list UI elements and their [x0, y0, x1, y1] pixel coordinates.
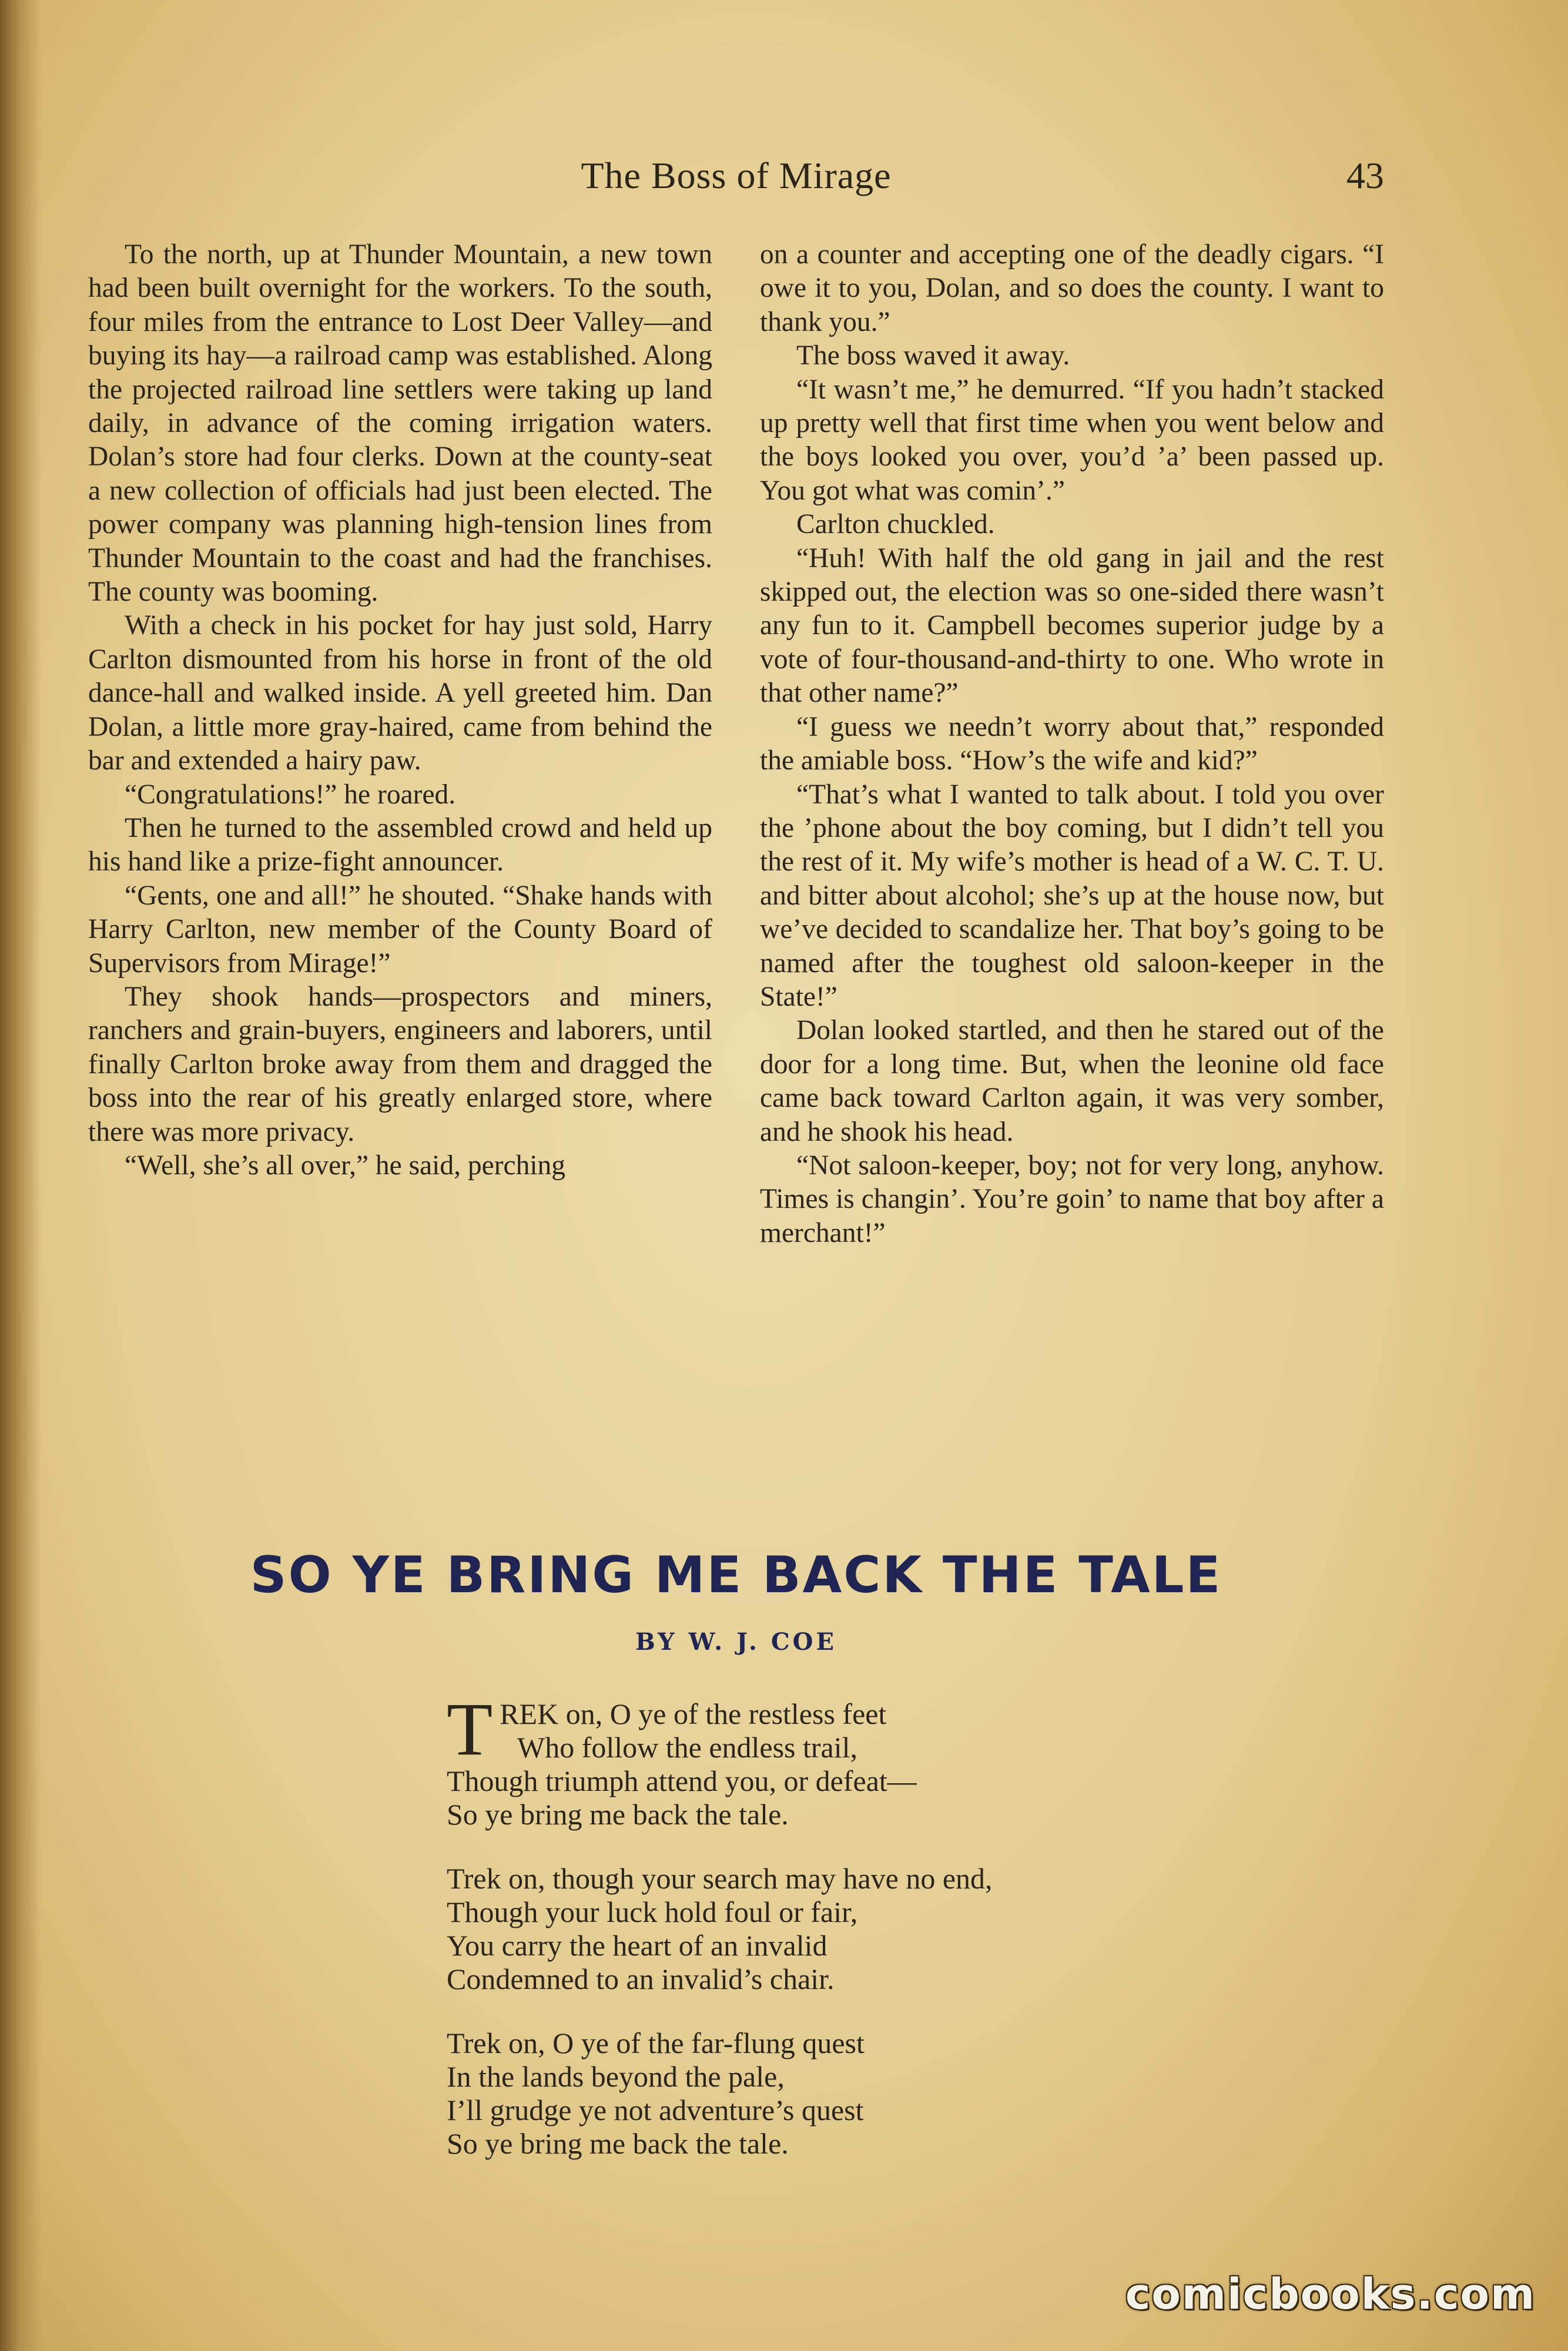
page-binding-edge: [0, 0, 41, 2351]
story-paragraph: “Well, she’s all over,” he said, perching: [125, 1150, 566, 1181]
watermark: comicbooks.com: [1125, 2269, 1536, 2319]
story-paragraph: “Not saloon-keeper, boy; not for very long, anyhow. Times is changin’. You’re goin’ to name that boy after a merchant!”: [760, 1150, 1384, 1248]
poem-stanza: [447, 1687, 1269, 1831]
story-paragraph: Carlton chuckled.: [796, 509, 995, 540]
drop-cap: T: [447, 1687, 493, 1771]
story-paragraph: To the north, up at Thunder Mountain, a new town had been built overnight for the workers. To the south, four miles from the entrance to Lost Deer Valley—and buying its hay—a railroad camp was established. Along the projected railroad line settlers were taking up land daily, in advance of the coming irrigation waters. Dolan’s store had four clerks. Down at the county-seat a new collection of officials had just been elected. The power company was planning high-tension lines from Thunder Mountain to the coast and had the franchises. The county was booming.: [88, 239, 712, 608]
story-paragraph: “Huh! With half the old gang in jail and the rest skipped out, the election was so one-sided there wasn’t any fun to it. Campbell becomes superior judge by a vote of four-thousand-and-thirty to one. Who wrote in that other name?”: [760, 542, 1384, 709]
story-paragraph: on a counter and accepting one of the deadly cigars. “I owe it to you, Dolan, and so does the county. I want to thank you.”: [760, 239, 1384, 337]
poem-line: You carry the heart of an invalid: [447, 1929, 827, 1962]
story-paragraph: “It wasn’t me,” he demurred. “If you hadn’t stacked up pretty well that first time when you went below and the boys looked you over, you’d ’a’ been passed up. You got what was comin’.”: [760, 374, 1384, 506]
poem-line: Trek on, though your search may have no end,: [447, 1862, 993, 1895]
poem-line: So ye bring me back the tale.: [447, 1798, 789, 1831]
poem-line: Who follow the endless trail,: [517, 1731, 858, 1764]
story-paragraph: They shook hands—prospectors and miners, ranchers and grain-buyers, engineers and laborers, until finally Carlton broke away from them and dragged the boss into the rear of his greatly enlarged store, where there was more privacy.: [88, 981, 712, 1147]
poem-line: So ye bring me back the tale.: [447, 2127, 789, 2160]
story-paragraph: “I guess we needn’t worry about that,” responded the amiable boss. “How’s the wife and kid?”: [760, 711, 1384, 776]
left-column: [88, 238, 712, 1484]
poem-line: Trek on, O ye of the far-flung quest: [447, 2027, 865, 2059]
poem-line: Condemned to an invalid’s chair.: [447, 1962, 835, 1995]
story-paragraph: “Gents, one and all!” he shouted. “Shake hands with Harry Carlton, new member of the County Board of Supervisors from Mirage!”: [88, 880, 712, 979]
running-title: The Boss of Mirage: [581, 155, 892, 196]
poem-line: Though your luck hold foul or fair,: [447, 1895, 858, 1928]
poem-body: [447, 1687, 1269, 2191]
poem-byline: BY W. J. COE: [635, 1628, 837, 1656]
poem-stanza: [447, 2027, 1269, 2161]
story-paragraph: “That’s what I wanted to talk about. I told you over the ’phone about the boy coming, but I didn’t tell you the rest of it. My wife’s mother is head of a W. C. T. U. and bitter about alcohol; she’s up at the house now, but we’ve decided to scandalize her. That boy’s going to be named after the toughest old saloon-keeper in the State!”: [760, 779, 1384, 1012]
poem-line: I’ll grudge ye not adventure’s quest: [447, 2094, 864, 2126]
poem-line: Though triumph attend you, or defeat—: [447, 1764, 917, 1797]
right-column: [760, 238, 1384, 1484]
poem-line: In the lands beyond the pale,: [447, 2060, 785, 2093]
poem-title: SO YE BRING ME BACK THE TALE: [250, 1546, 1222, 1605]
story-columns: [88, 238, 1384, 1484]
story-paragraph: Then he turned to the assembled crowd and held up his hand like a prize-fight announcer.: [88, 812, 712, 878]
story-paragraph: Dolan looked startled, and then he stared out of the door for a long time. But, when the leonine old face came back toward Carlton again, it was very somber, and he shook his head.: [760, 1015, 1384, 1147]
story-paragraph: The boss waved it away.: [796, 340, 1070, 371]
poem-stanza: [447, 1862, 1269, 1996]
page-number: 43: [1346, 155, 1384, 196]
page-header: [88, 154, 1384, 207]
story-paragraph: “Congratulations!” he roared.: [125, 779, 456, 810]
story-paragraph: With a check in his pocket for hay just sold, Harry Carlton dismounted from his horse in front of the old dance-hall and walked inside. A yell greeted him. Dan Dolan, a little more gray-haired, came from behind the bar and extended a hairy paw.: [88, 610, 712, 776]
poem-line: REK on, O ye of the restless feet: [500, 1697, 887, 1730]
